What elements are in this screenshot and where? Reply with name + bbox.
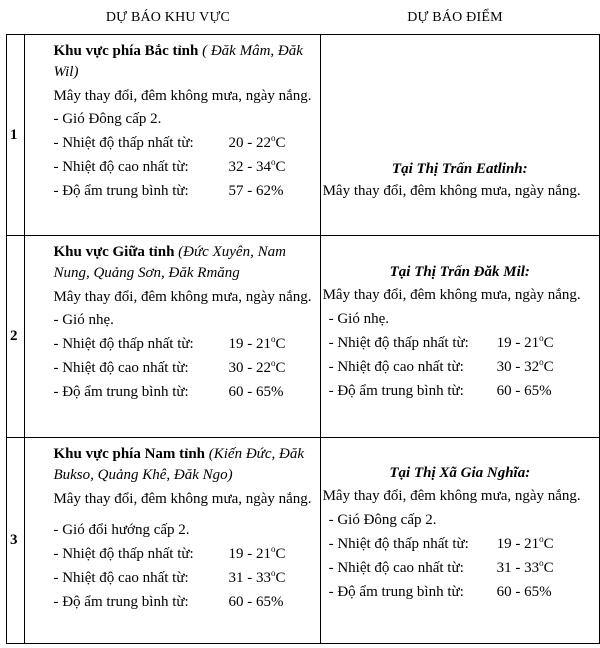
point-location: Tại Thị Trấn Eatlinh: [391,161,528,177]
row-number: 1 [7,35,25,236]
area-humidity: - Độ ẩm trung bình từ: 57 - 62% [53,183,284,199]
area-humidity: - Độ ẩm trung bình từ: 60 - 65% [53,384,284,400]
area-tmin: - Nhiệt độ thấp nhất từ: 19 - 21$^o$C [53,334,286,352]
point-forecast-cell [320,35,599,236]
point-weather: Mây thay đổi, đêm không mưa, ngày nắng. [322,183,581,199]
point-wind: - Gió Đông cấp 2. [328,512,437,528]
point-tmax: - Nhiệt độ cao nhất từ: 30 - 32$^o$C [328,357,554,375]
area-tmin: - Nhiệt độ thấp nhất từ: 19 - 21$^o$C [53,544,286,562]
point-weather: Mây thay đổi, đêm không mưa, ngày nắng. [322,488,581,504]
area-tmax: - Nhiệt độ cao nhất từ: 31 - 33$^o$C [53,568,286,586]
area-tmax: - Nhiệt độ cao nhất từ: 30 - 22$^o$C [53,358,286,376]
area-forecast-cell [25,438,320,644]
point-forecast-cell [320,438,599,644]
point-forecast-cell [320,236,599,438]
area-weather: Mây thay đổi, đêm không mưa, ngày nắng. [53,88,312,104]
point-weather: Mây thay đổi, đêm không mưa, ngày nắng. [322,287,581,303]
row-number: 2 [7,236,25,438]
table-row [7,236,600,438]
area-name: Khu vực phía Bắc tỉnh ( Đăk Mâm, Đăk Wil) [53,43,303,80]
point-location: Tại Thị Xã Gia Nghĩa: [389,465,531,481]
point-tmin: - Nhiệt độ thấp nhất từ: 19 - 21$^o$C [328,333,554,351]
point-humidity: - Độ ẩm trung bình từ: 60 - 65% [328,383,552,399]
area-wind: - Gió Đông cấp 2. [53,111,162,127]
area-wind: - Gió đổi hướng cấp 2. [53,522,190,538]
area-humidity: - Độ ẩm trung bình từ: 60 - 65% [53,594,284,610]
table-row [7,35,600,236]
area-wind: - Gió nhẹ. [53,312,114,328]
forecast-table [6,34,600,644]
area-weather: Mây thay đổi, đêm không mưa, ngày nắng. [53,491,312,507]
point-humidity: - Độ ẩm trung bình từ: 60 - 65% [328,584,552,600]
area-forecast-cell [25,236,320,438]
header-area-forecast: DỰ BÁO KHU VỰC [105,10,231,25]
table-row [7,438,600,644]
area-forecast-cell [25,35,320,236]
row-number: 3 [7,438,25,644]
point-wind: - Gió nhẹ. [328,311,389,327]
area-tmin: - Nhiệt độ thấp nhất từ: 20 - 22$^o$C [53,133,286,151]
area-name: Khu vực phía Nam tỉnh (Kiến Đức, Đăk Bukso, Quảng Khê, Đăk Ngo) [53,446,305,483]
area-weather: Mây thay đổi, đêm không mưa, ngày nắng. [53,289,312,305]
point-tmax: - Nhiệt độ cao nhất từ: 31 - 33$^o$C [328,558,554,576]
point-tmin: - Nhiệt độ thấp nhất từ: 19 - 21$^o$C [328,534,554,552]
area-name: Khu vực Giữa tỉnh (Đức Xuyên, Nam Nung, Quảng Sơn, Đăk Rmăng [53,244,286,281]
header-point-forecast: DỰ BÁO ĐIỂM [407,10,503,25]
area-tmax: - Nhiệt độ cao nhất từ: 32 - 34$^o$C [53,157,286,175]
point-location: Tại Thị Trấn Đăk Mil: [389,264,530,280]
